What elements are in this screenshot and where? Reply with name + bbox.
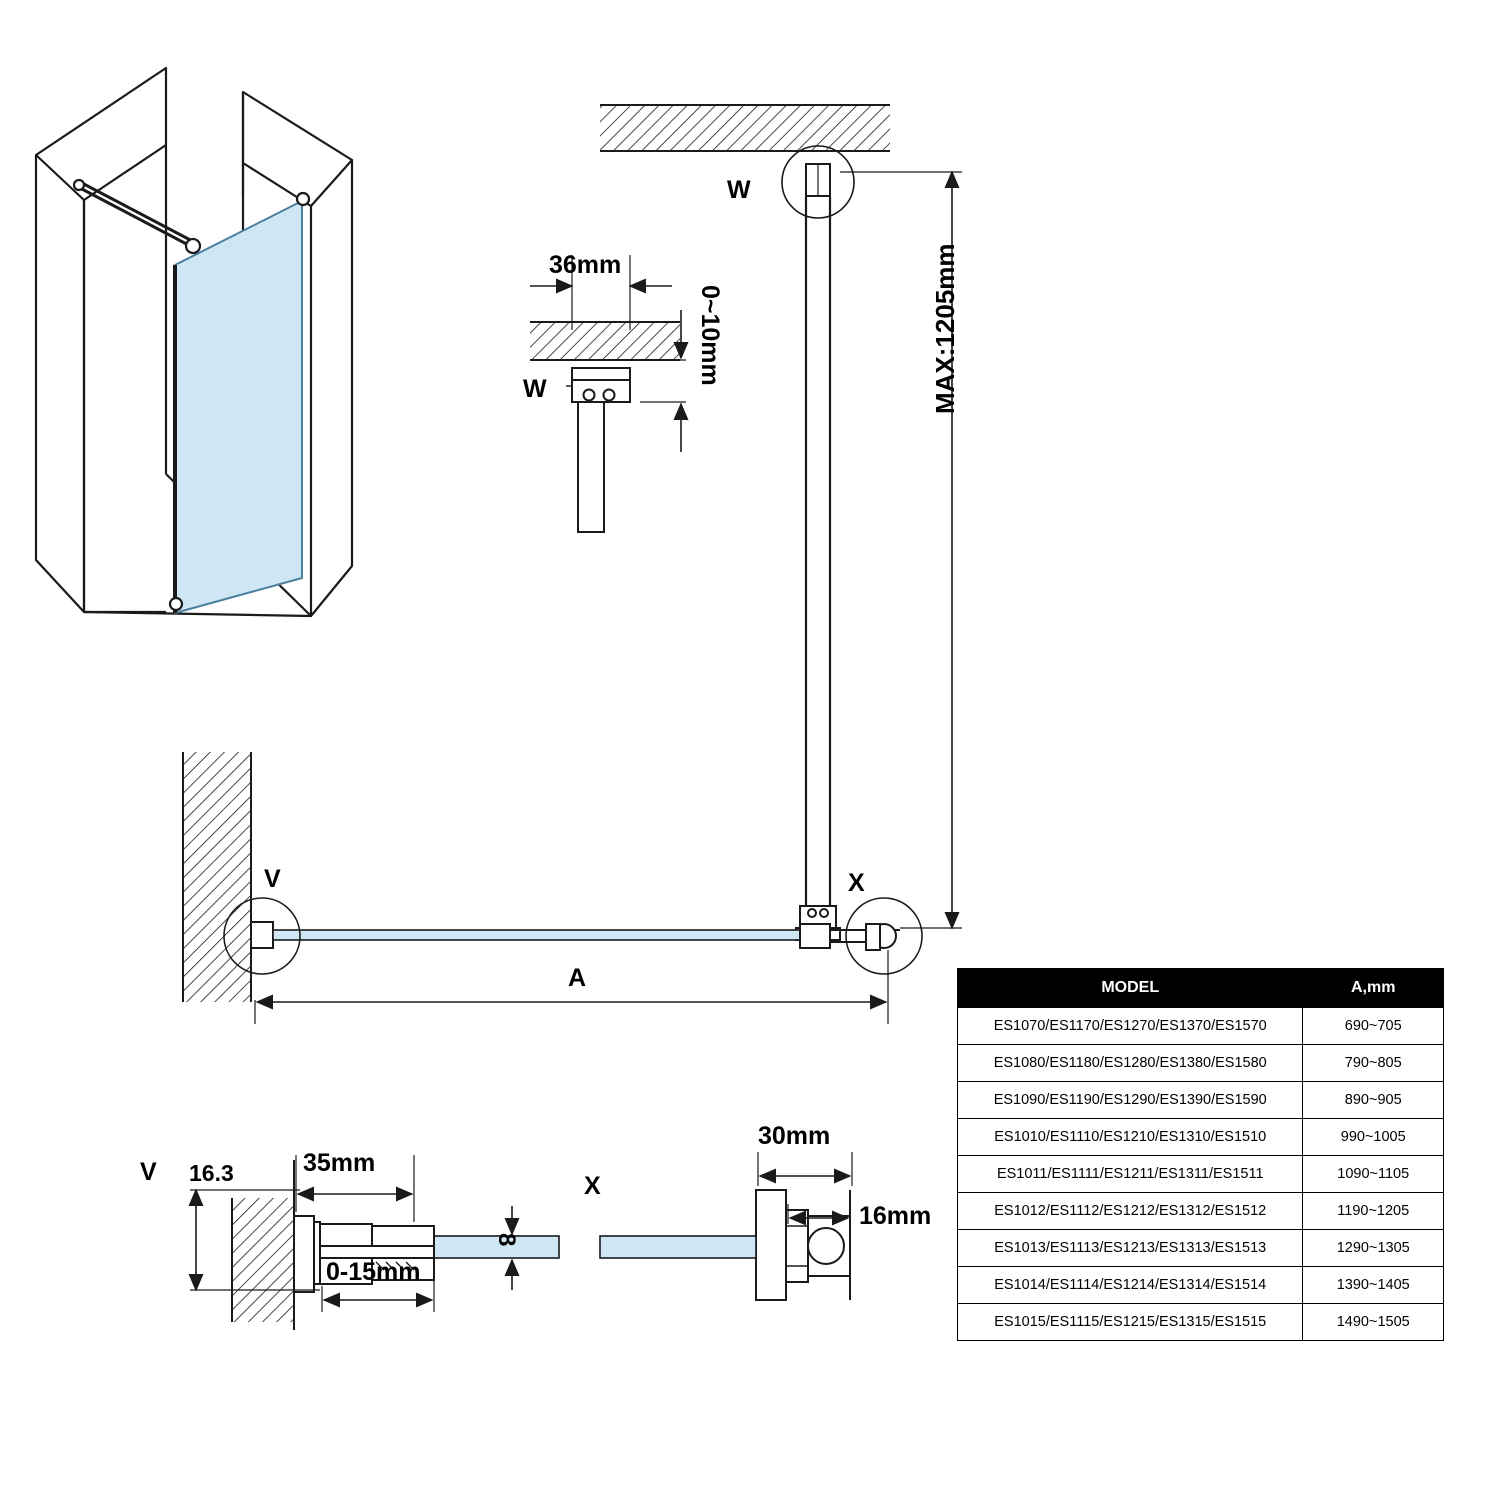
label-dim-30mm: 30mm: [758, 1122, 831, 1150]
table-row: [958, 1304, 1444, 1341]
cell-model: ES1090/ES1190/ES1290/ES1390/ES1590: [958, 1082, 1303, 1119]
label-x-plan: X: [848, 869, 865, 897]
cell-model: ES1013/ES1113/ES1213/ES1313/ES1513: [958, 1230, 1303, 1267]
cell-model: ES1014/ES1114/ES1214/ES1314/ES1514: [958, 1267, 1303, 1304]
cell-a: 790~805: [1303, 1045, 1444, 1082]
label-dim-8: 8: [493, 1233, 520, 1247]
table-row: [958, 1267, 1444, 1304]
label-dim-16-3: 16.3: [189, 1160, 234, 1186]
table-row: [958, 1230, 1444, 1267]
detail-w: [530, 255, 686, 532]
table-row: [958, 1193, 1444, 1230]
label-v-plan: V: [264, 865, 281, 893]
label-dim-0-15mm: 0-15mm: [326, 1258, 421, 1286]
label-dim-0-10mm: 0~10mm: [696, 285, 724, 386]
label-max-height: MAX:1205mm: [930, 243, 960, 414]
cell-model: ES1012/ES1112/ES1212/ES1312/ES1512: [958, 1193, 1303, 1230]
label-x-detail: X: [584, 1172, 601, 1200]
cell-a: 690~705: [1303, 1008, 1444, 1045]
isometric-view: [36, 68, 352, 616]
cell-model: ES1080/ES1180/ES1280/ES1380/ES1580: [958, 1045, 1303, 1082]
header-model: MODEL: [958, 969, 1303, 1008]
header-a-mm: A,mm: [1303, 969, 1444, 1008]
table-row: [958, 1082, 1444, 1119]
label-dim-16mm: 16mm: [859, 1202, 932, 1230]
model-spec-table: [957, 968, 1444, 1341]
label-w-elevation: W: [727, 176, 751, 204]
table-header-row: [958, 969, 1444, 1008]
cell-a: 1490~1505: [1303, 1304, 1444, 1341]
plan-view: [183, 752, 922, 1024]
cell-a: 890~905: [1303, 1082, 1444, 1119]
cell-model: ES1010/ES1110/ES1210/ES1310/ES1510: [958, 1119, 1303, 1156]
cell-a: 1190~1205: [1303, 1193, 1444, 1230]
cell-a: 1290~1305: [1303, 1230, 1444, 1267]
cell-a: 1390~1405: [1303, 1267, 1444, 1304]
label-v-detail: V: [140, 1158, 157, 1186]
cell-model: ES1015/ES1115/ES1215/ES1315/ES1515: [958, 1304, 1303, 1341]
label-dim-a: A: [568, 964, 587, 992]
table-row: [958, 1008, 1444, 1045]
detail-x: [600, 1152, 852, 1300]
table-row: [958, 1045, 1444, 1082]
label-dim-36mm: 36mm: [549, 251, 622, 279]
label-dim-35mm: 35mm: [303, 1149, 376, 1177]
table-row: [958, 1119, 1444, 1156]
elevation-view: [600, 105, 962, 940]
label-w-detail: W: [523, 375, 547, 403]
cell-model: ES1011/ES1111/ES1211/ES1311/ES1511: [958, 1156, 1303, 1193]
cell-a: 1090~1105: [1303, 1156, 1444, 1193]
cell-model: ES1070/ES1170/ES1270/ES1370/ES1570: [958, 1008, 1303, 1045]
table-row: [958, 1156, 1444, 1193]
cell-a: 990~1005: [1303, 1119, 1444, 1156]
